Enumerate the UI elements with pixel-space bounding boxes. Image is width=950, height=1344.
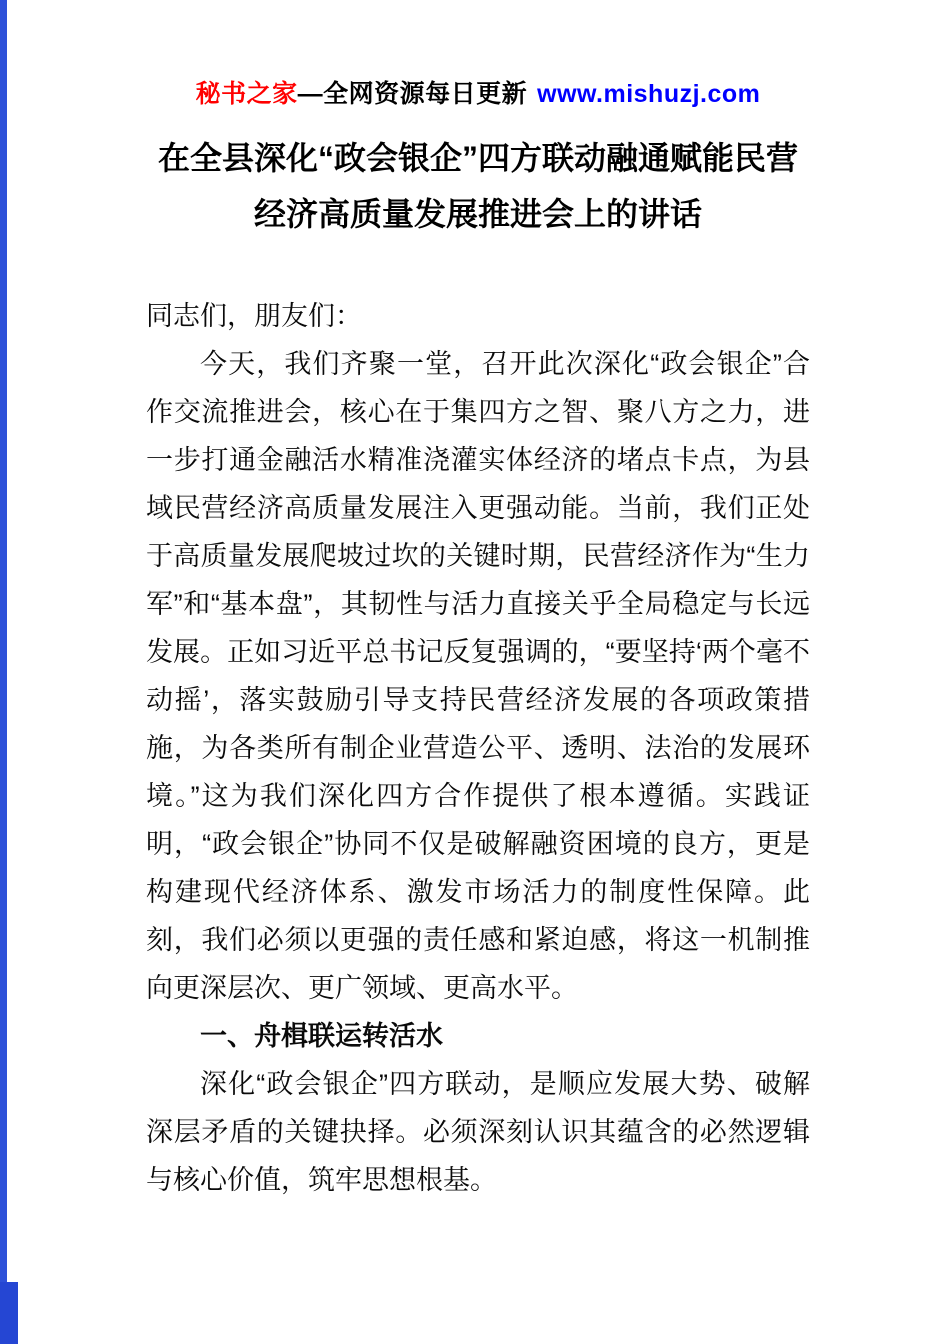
site-header [146,74,810,110]
body-paragraph-1: 今天，我们齐聚一堂，召开此次深化“政会银企”合作交流推进会，核心在于集四方之智、聚八方之力，进一步打通金融活水精准浇灌实体经济的堵点卡点，为县域民营经济高质量发展注入更强动能。当前，我们正处于高质量发展爬坡过坎的关键时期，民营经济作为“生力军”和“基本盘”，其韧性与活力直接关乎全局稳定与长远发展。正如习近平总书记反复强调的，“要坚持‘两个毫不动摇’，落实鼓励引导支持民营经济发展的各项政策措施，为各类所有制企业营造公平、透明、法治的发展环境。”这为我们深化四方合作提供了根本遵循。实践证明，“政会银企”协同不仅是破解融资困境的良方，更是构建现代经济体系、激发市场活力的制度性保障。此刻，我们必须以更强的责任感和紧迫感，将这一机制推向更深层次、更广领域、更高水平。 [146,349,810,1003]
section-heading-1: 一、舟楫联运转活水 [200,1021,443,1051]
body-paragraph-2: 深化“政会银企”四方联动，是顺应发展大势、破解深层矛盾的关键抉择。必须深刻认识其蕴含的必然逻辑与核心价值，筑牢思想根基。 [146,1069,810,1195]
page-title: 在全县深化“政会银企”四方联动融通赋能民营经济高质量发展推进会上的讲话 [157,140,798,232]
site-url-link[interactable]: www.mishuzj.com [537,80,761,108]
site-tagline: —全网资源每日更新 [297,80,528,108]
salutation-paragraph: 同志们，朋友们： [146,301,362,331]
corner-accent-block [0,1282,18,1344]
document-body [146,292,810,1204]
site-brand: 秘书之家 [195,80,298,108]
